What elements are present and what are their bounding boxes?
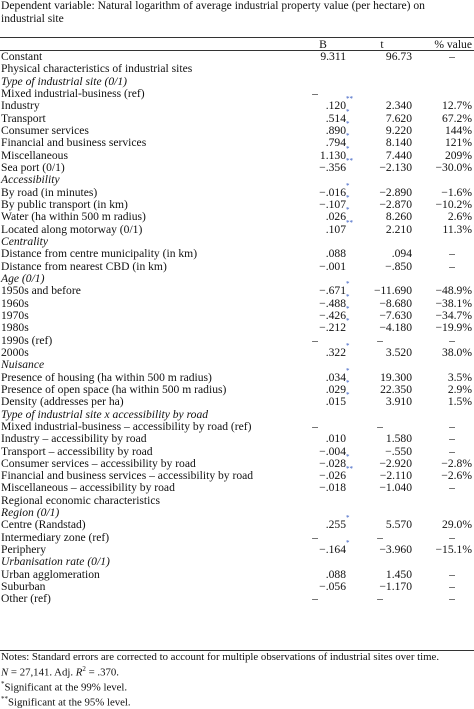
significance-marker: *	[346, 144, 350, 153]
cell-b: .088	[325, 567, 346, 581]
cell-b: −.026 **	[319, 465, 353, 483]
cell-t: –	[377, 333, 383, 347]
cell-percent: 11.3%	[442, 222, 472, 236]
row-label: Distance from centre municipality (in km)	[1, 247, 198, 261]
cell-b: –	[312, 530, 318, 544]
row-label: Located along motorway (0/1)	[1, 222, 143, 236]
cell-b: .029 *	[325, 378, 350, 396]
row-label: Financial and business services – accessibility by road	[1, 469, 254, 483]
cell-percent: −2.8%	[441, 456, 472, 470]
significance-marker: *	[346, 181, 350, 190]
cell-t: −11.690	[374, 284, 412, 298]
cell-b: .010	[325, 432, 346, 446]
cell-b: −.028 *	[319, 452, 350, 470]
n-text: = 27,141. Adj.	[8, 666, 76, 679]
cell-percent: 3.5%	[447, 370, 472, 384]
significance-marker: *	[346, 366, 350, 375]
table-row	[0, 218, 474, 236]
row-label: Mixed industrial-business – accessibility by road (ref)	[1, 419, 252, 433]
significance-marker: *	[346, 132, 350, 141]
table-row	[0, 593, 474, 605]
cell-t: −1.040	[379, 481, 412, 495]
cell-b: .107 **	[325, 218, 353, 236]
cell-b: .890 *	[325, 119, 350, 137]
cell-percent: −34.7%	[435, 308, 472, 322]
cell-percent: 29.0%	[442, 518, 472, 532]
row-label: 2000s	[1, 345, 29, 359]
significance-marker: *	[346, 206, 350, 215]
cell-percent: 38.0%	[442, 345, 472, 359]
cell-percent: 67.2%	[442, 111, 472, 125]
cell-b: −.056	[319, 580, 346, 594]
row-label: Physical characteristics of industrial sites	[1, 62, 193, 76]
significance-marker: **	[346, 465, 353, 474]
table-row	[0, 341, 474, 359]
row-label: Density (addresses per ha)	[1, 395, 124, 409]
cell-t: 9.220	[385, 123, 412, 137]
cell-t: 2.210	[385, 222, 412, 236]
cell-t: 3.910	[385, 395, 412, 409]
cell-percent: 2.9%	[447, 382, 472, 396]
cell-percent: –	[449, 481, 455, 495]
cell-b: .794 *	[325, 132, 350, 150]
cell-b: .255 *	[325, 514, 350, 532]
significance-marker: *	[346, 391, 350, 400]
cell-b: .015 *	[325, 391, 350, 409]
row-label: Age (0/1)	[1, 271, 45, 285]
row-label: Presence of open space (ha within 500 m radius)	[1, 382, 227, 396]
cell-t: 1.580	[385, 432, 412, 446]
cell-b: .322 *	[325, 341, 350, 359]
n-label: N	[1, 666, 9, 679]
cell-t: −4.180	[379, 321, 412, 335]
table-notes	[1, 652, 473, 709]
row-label: Distance from nearest CBD (in km)	[1, 259, 167, 273]
cell-b: –	[312, 86, 318, 100]
cell-b: 1.130 *	[319, 144, 350, 162]
header-b: B	[319, 38, 327, 51]
cell-percent: –	[449, 444, 455, 458]
cell-t: .094	[391, 247, 412, 261]
cell-b: −.488 *	[319, 292, 350, 310]
cell-percent: −2.6%	[441, 469, 472, 483]
significance-marker: **	[346, 218, 353, 227]
cell-b: .514 *	[325, 107, 350, 125]
row-label: Consumer services	[1, 123, 89, 137]
cell-b: –	[312, 419, 318, 433]
cell-percent: 209%	[444, 148, 472, 162]
significance-marker: *	[346, 341, 350, 350]
cell-percent: −1.6%	[441, 185, 472, 199]
cell-t: −1.170	[379, 580, 412, 594]
cell-t: −2.130	[379, 160, 412, 174]
row-label: 1960s	[1, 296, 29, 310]
row-label: Transport – accessibility by road	[1, 444, 153, 458]
cell-percent: –	[449, 592, 455, 606]
row-label: Centrality	[1, 234, 49, 248]
cell-b: −.212 *	[319, 317, 350, 335]
table-row	[0, 581, 474, 593]
cell-t: 3.520	[385, 345, 412, 359]
cell-b: .034 *	[325, 366, 350, 384]
row-label: Urban agglomeration	[1, 567, 100, 581]
significance-marker: *	[346, 452, 350, 461]
cell-t: 8.260	[385, 210, 412, 224]
cell-b: −.356 **	[319, 156, 353, 174]
cell-b: –	[312, 592, 318, 606]
row-label: Type of industrial site (0/1)	[1, 74, 128, 88]
header-percent-value: % value	[434, 38, 472, 51]
cell-b: −.018	[319, 481, 346, 495]
row-label: Regional economic characteristics	[1, 493, 161, 507]
cell-t: 8.140	[385, 136, 412, 150]
cell-b: −.016 *	[319, 181, 350, 199]
cell-percent: –	[449, 567, 455, 581]
significance-marker: *	[346, 378, 350, 387]
significance-marker: *	[346, 193, 350, 202]
cell-percent: –	[449, 432, 455, 446]
table-row	[0, 391, 474, 409]
row-label: By public transport (in km)	[1, 197, 128, 211]
row-label: 1980s	[1, 321, 29, 335]
cell-b: −.001	[319, 259, 346, 273]
cell-t: −2.870	[379, 197, 412, 211]
table-caption: Dependent variable: Natural logarithm of average industrial property value (per hectare) on industrial site	[1, 0, 425, 25]
significance-marker: *	[346, 514, 350, 523]
cell-t: –	[377, 530, 383, 544]
cell-t: −.850	[385, 259, 412, 273]
row-label: Presence of housing (ha within 500 m radius)	[1, 370, 212, 384]
significance-marker: *	[346, 539, 350, 548]
row-label: Miscellaneous – accessibility by road	[1, 481, 175, 495]
row-label: Region (0/1)	[1, 506, 60, 520]
cell-t: −2.890	[379, 185, 412, 199]
cell-b: −.107 *	[319, 193, 350, 211]
notes-line: Notes: Standard errors are corrected to account for multiple observations of industrial sites over time.	[1, 651, 440, 663]
cell-percent: 1.5%	[447, 395, 472, 409]
cell-percent: −15.1%	[435, 543, 472, 557]
row-label: Intermediary zone (ref)	[1, 530, 110, 544]
table-row	[0, 261, 474, 273]
row-label: Type of industrial site x accessibility by road	[1, 407, 209, 421]
row-label: Water (ha within 500 m radius)	[1, 210, 146, 224]
row-label: Other (ref)	[1, 592, 51, 606]
significance-marker: *	[346, 280, 350, 289]
cell-b: .026 *	[325, 206, 350, 224]
cell-t: −7.630	[379, 308, 412, 322]
significance-note-99: *Significant at the 99% level.	[1, 679, 128, 694]
row-label: Miscellaneous	[1, 148, 68, 162]
table-body	[0, 51, 474, 606]
cell-percent: 121%	[444, 136, 472, 150]
row-label: Centre (Randstad)	[1, 518, 86, 532]
row-label: Sea port (0/1)	[1, 160, 65, 174]
r-label: R	[75, 666, 83, 679]
row-label: Transport	[1, 111, 46, 125]
cell-percent: −19.9%	[435, 321, 472, 335]
row-label: 1950s and before	[1, 284, 81, 298]
cell-t: −2.920	[379, 456, 412, 470]
row-label: Accessibility	[1, 173, 60, 187]
row-label: Financial and business services	[1, 136, 147, 150]
significance-marker: **	[346, 95, 353, 104]
cell-percent: 144%	[444, 123, 472, 137]
row-label: Mixed industrial-business (ref)	[1, 86, 145, 100]
cell-b: −.164 *	[319, 539, 350, 557]
cell-b: –	[312, 333, 318, 347]
table-row	[0, 514, 474, 532]
cell-percent: –	[449, 580, 455, 594]
cell-b: −.426 *	[319, 304, 350, 322]
cell-t: 96.73	[385, 50, 412, 63]
cell-b: −.671 *	[319, 280, 350, 298]
row-label: By road (in minutes)	[1, 185, 98, 199]
cell-percent: –	[449, 530, 455, 544]
cell-percent: −10.2%	[435, 197, 472, 211]
row-label: Suburban	[1, 580, 46, 594]
table-row	[0, 409, 474, 421]
table-row	[0, 63, 474, 75]
cell-percent: −38.1%	[435, 296, 472, 310]
r-sup: 2	[82, 664, 86, 673]
table-row	[0, 156, 474, 174]
significance-marker: *	[346, 317, 350, 326]
r-text: = .370.	[85, 666, 119, 679]
cell-percent: 12.7%	[442, 99, 472, 113]
table-row	[0, 482, 474, 494]
significance-marker: *	[346, 119, 350, 128]
significance-note-95: **Significant at the 95% level.	[1, 694, 131, 709]
cell-t: 2.340	[385, 99, 412, 113]
cell-b: −.004	[319, 444, 346, 458]
cell-t: –	[377, 419, 383, 433]
row-label: Periphery	[1, 543, 47, 557]
row-label: 1990s (ref)	[1, 333, 53, 347]
cell-t: −3.960	[379, 543, 412, 557]
cell-percent: –	[449, 247, 455, 261]
cell-t: 7.620	[385, 111, 412, 125]
cell-t: 1.450	[385, 567, 412, 581]
cell-t: −8.680	[379, 296, 412, 310]
cell-percent: –	[449, 50, 455, 63]
row-label: Industry	[1, 99, 40, 113]
table-row	[0, 495, 474, 507]
cell-percent: −48.9%	[435, 284, 472, 298]
cell-t: −.550	[385, 444, 412, 458]
cell-b: .088	[325, 247, 346, 261]
cell-percent: –	[449, 419, 455, 433]
cell-t: –	[377, 592, 383, 606]
table-row	[0, 317, 474, 335]
significance-marker: *	[346, 304, 350, 313]
cell-t: 19.300	[380, 370, 412, 384]
cell-t: 22.350	[380, 382, 412, 396]
header-t: t	[380, 38, 384, 51]
row-label: Consumer services – accessibility by road	[1, 456, 196, 470]
row-label: Industry – accessibility by road	[1, 432, 147, 446]
cell-percent: 2.6%	[447, 210, 472, 224]
cell-t: 5.570	[385, 518, 412, 532]
model-stats	[1, 664, 473, 679]
cell-percent: –	[449, 333, 455, 347]
cell-t: 7.440	[385, 148, 412, 162]
significance-marker: **	[346, 156, 353, 165]
row-label: Nuisance	[1, 358, 45, 372]
row-label: Constant	[1, 50, 43, 63]
significance-marker: *	[346, 107, 350, 116]
cell-b: .120 **	[325, 95, 353, 113]
cell-t: −2.110	[379, 469, 412, 483]
row-label: Urbanisation rate (0/1)	[1, 555, 110, 569]
cell-percent: –	[449, 259, 455, 273]
significance-marker: *	[346, 292, 350, 301]
cell-b: 9.311	[320, 50, 346, 63]
cell-percent: −30.0%	[435, 160, 472, 174]
row-label: 1970s	[1, 308, 29, 322]
